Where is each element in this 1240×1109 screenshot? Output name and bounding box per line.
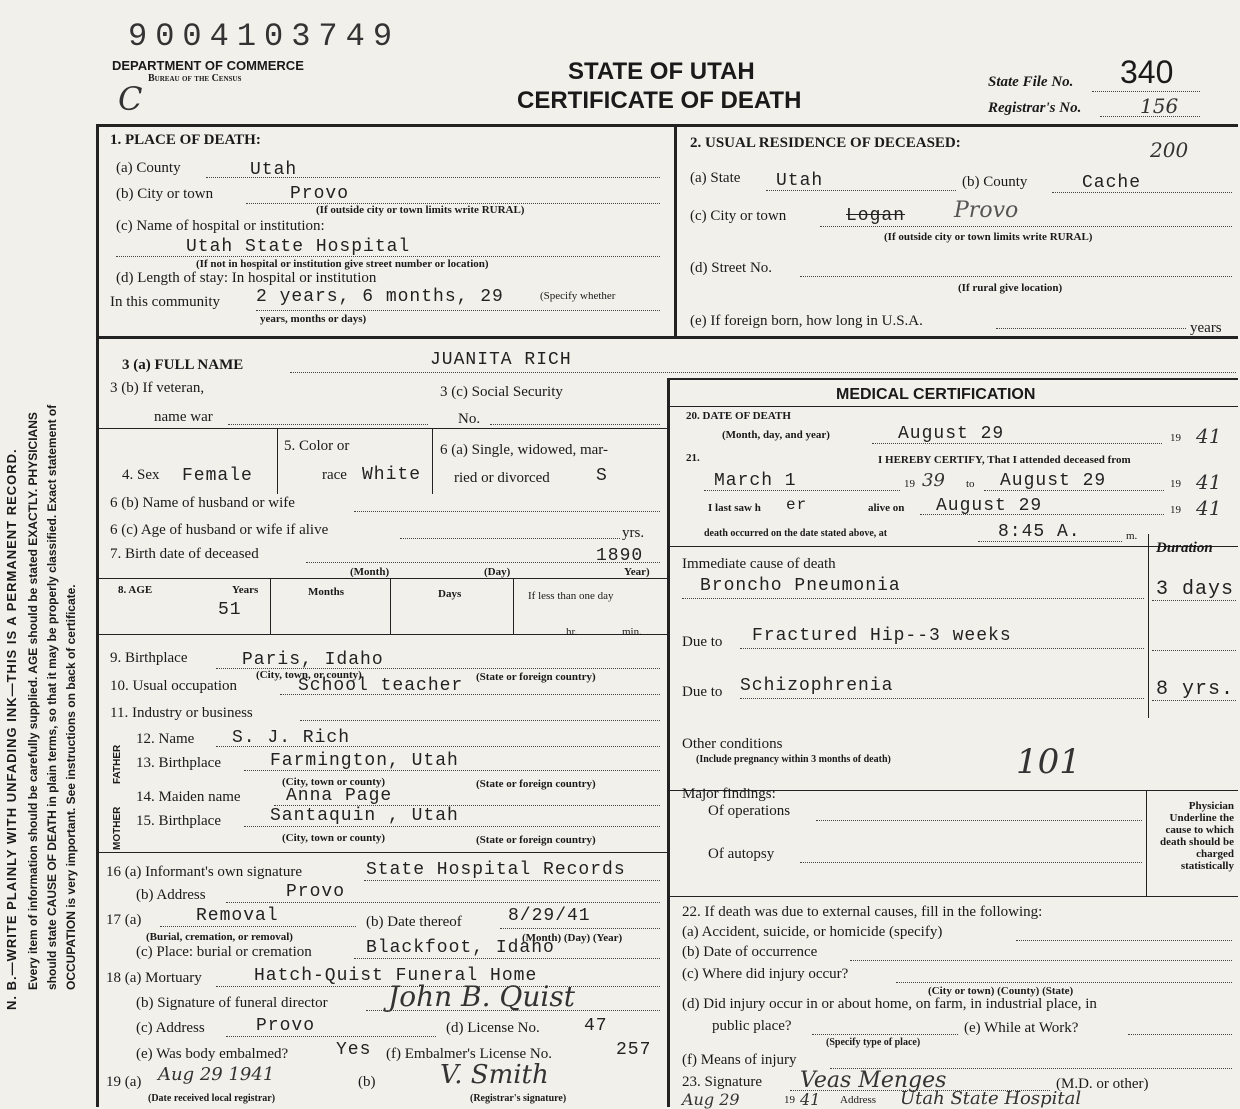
residence-code: 200 <box>1150 138 1189 162</box>
birth-date-label: 7. Birth date of deceased <box>110 546 259 562</box>
operations-label: Of operations <box>708 803 791 819</box>
physician-signature: Veas Menges <box>800 1068 947 1093</box>
registrar-label: Registrar's No. <box>988 100 1082 116</box>
date-of-death-label: 20. DATE OF DEATH <box>686 410 791 422</box>
handwritten-mark: C <box>118 80 143 118</box>
mortuary-value: Hatch-Quist Funeral Home <box>254 966 538 986</box>
public-place-label: public place? <box>712 1018 792 1034</box>
father-name-label: 12. Name <box>136 731 195 747</box>
city-value: Provo <box>290 184 350 204</box>
father-bp-value: Farmington, Utah <box>270 751 459 771</box>
city-note: (If outside city or town limits write RURAL) <box>316 204 525 216</box>
registrar-signature: V. Smith <box>440 1060 549 1090</box>
last-saw-her: er <box>786 496 808 514</box>
due-to-value-2: Schizophrenia <box>740 676 894 696</box>
residence-heading: 2. USUAL RESIDENCE OF DECEASED: <box>690 135 961 151</box>
last-year-prefix: 19 <box>1170 504 1181 516</box>
race-label: race <box>322 467 347 483</box>
time-value: 8:45 A. <box>998 522 1081 542</box>
age-value: 51 <box>218 600 242 620</box>
community-label: In this community <box>110 294 220 310</box>
sex-label: 4. Sex <box>122 467 160 483</box>
cause-code: 101 <box>1016 742 1081 782</box>
community-value: 2 years, 6 months, 29 <box>256 287 504 307</box>
age-label: 8. AGE <box>118 584 153 596</box>
res-city-value: Logan <box>846 206 906 226</box>
state-title: STATE OF UTAH <box>568 58 755 85</box>
res-state-label: (a) State <box>690 170 741 186</box>
mother-bp-value: Santaquin , Utah <box>270 806 459 826</box>
mother-bp-note-1: (City, town or county) <box>282 832 386 844</box>
due-to-duration-2: 8 yrs. <box>1156 678 1235 701</box>
immediate-value: Broncho Pneumonia <box>700 576 901 596</box>
sex-value: Female <box>182 466 253 486</box>
ss-no-label: No. <box>458 411 481 427</box>
means-of-injury-label: (f) Means of injury <box>682 1052 797 1068</box>
day-note: (Day) <box>484 566 511 578</box>
hospital-value: Utah State Hospital <box>186 237 411 257</box>
place-of-death-heading: 1. PLACE OF DEATH: <box>110 132 261 148</box>
city-label: (b) City or town <box>116 186 214 202</box>
signature-year: 41 <box>800 1090 821 1109</box>
specify-place-note: (Specify type of place) <box>826 1037 921 1048</box>
month-note: (Month) <box>350 566 390 578</box>
county-label: (a) County <box>116 160 181 176</box>
death-date-value: August 29 <box>898 424 1005 444</box>
hr-label: hr. <box>566 626 578 638</box>
mother-side-label: MOTHER <box>112 806 123 850</box>
physician-address: Utah State Hospital <box>900 1088 1082 1109</box>
embalmer-license-label: (f) Embalmer's License No. <box>386 1046 552 1062</box>
occupation-label: 10. Usual occupation <box>110 678 238 694</box>
other-conditions-note: (Include pregnancy within 3 months of death) <box>696 754 891 765</box>
last-saw-date: August 29 <box>936 496 1043 516</box>
director-signature: John B. Quist <box>388 980 575 1013</box>
immediate-label: Immediate cause of death <box>682 556 836 572</box>
name-war-label: name war <box>154 409 213 425</box>
color-label: 5. Color or <box>284 438 350 454</box>
min-label: min. <box>622 626 642 638</box>
signature-label: 23. Signature <box>682 1074 762 1090</box>
burial-date-label: (b) Date thereof <box>366 914 462 930</box>
ss-label: 3 (c) Social Security <box>440 384 563 400</box>
received-label: 19 (a) <box>106 1074 142 1090</box>
res-county-label: (b) County <box>962 174 1028 190</box>
mother-bp-label: 15. Birthplace <box>136 813 221 829</box>
attended-to: August 29 <box>1000 471 1107 491</box>
occurred-label: death occurred on the date stated above, at <box>704 528 888 539</box>
duration-label: Duration <box>1156 540 1213 556</box>
stay-label: (d) Length of stay: In hospital or institution <box>116 270 377 286</box>
registrar-b-label: (b) <box>358 1074 376 1090</box>
informant-addr-value: Provo <box>286 882 346 902</box>
license-value: 47 <box>584 1016 608 1036</box>
res-foreign-label: (e) If foreign born, how long in U.S.A. <box>690 313 923 329</box>
birthplace-value: Paris, Idaho <box>242 650 384 670</box>
county-value: Utah <box>250 160 298 180</box>
maiden-value: Anna Page <box>286 786 393 806</box>
res-years: years <box>1190 320 1222 336</box>
yrs-label: yrs. <box>622 525 645 541</box>
embalmed-value: Yes <box>336 1040 372 1060</box>
medical-heading: MEDICAL CERTIFICATION <box>836 386 1036 403</box>
serial-number: 9004103749 <box>128 18 401 55</box>
state-file-number: 340 <box>1120 54 1174 90</box>
accident-label: (a) Accident, suicide, or homicide (specify) <box>682 924 943 940</box>
where-label: (c) Where did injury occur? <box>682 966 849 982</box>
state-file-label: State File No. <box>988 74 1074 90</box>
mother-bp-note-2: (State or foreign country) <box>476 834 596 846</box>
res-county-value: Cache <box>1082 173 1142 193</box>
director-label: (b) Signature of funeral director <box>136 995 328 1011</box>
res-street-note: (If rural give location) <box>958 282 1063 294</box>
father-name-value: S. J. Rich <box>232 728 351 748</box>
received-note: (Date received local registrar) <box>148 1093 276 1104</box>
funeral-address-value: Provo <box>256 1016 316 1036</box>
occupation-value: School teacher <box>298 676 464 696</box>
burial-note: (Burial, cremation, or removal) <box>146 931 293 943</box>
physician-box: Physician Underline the cause to which death should be charged statistically <box>1160 800 1234 872</box>
hospital-note: (If not in hospital or institution give street number or location) <box>196 258 489 270</box>
other-conditions-label: Other conditions <box>682 736 783 752</box>
due-to-label-2: Due to <box>682 684 723 700</box>
due-to-label-1: Due to <box>682 634 723 650</box>
specify-note: (Specify whether <box>540 290 616 302</box>
occurrence-label: (b) Date of occurrence <box>682 944 818 960</box>
marital-label-2: ried or divorced <box>454 470 550 486</box>
registrar-sig-note: (Registrar's signature) <box>470 1093 567 1104</box>
marital-label: 6 (a) Single, widowed, mar- <box>440 442 608 458</box>
full-name-label: 3 (a) FULL NAME <box>122 357 244 373</box>
embalmed-label: (e) Was body embalmed? <box>136 1046 289 1062</box>
burial-date-note: (Month) (Day) (Year) <box>522 932 623 944</box>
attended-from-year: 39 <box>922 470 945 491</box>
bureau: Bureau of the Census <box>148 73 242 84</box>
received-date: Aug 29 1941 <box>158 1064 275 1085</box>
immediate-duration: 3 days <box>1156 578 1235 601</box>
bp-note-1: (City, town, or county) <box>256 669 362 681</box>
less-day-label: If less than one day <box>528 590 614 602</box>
from-year-prefix: 19 <box>904 478 915 490</box>
res-state-value: Utah <box>776 171 824 191</box>
informant-sig-value: State Hospital Records <box>366 860 626 880</box>
to-label: to <box>966 478 975 490</box>
industry-label: 11. Industry or business <box>110 705 253 721</box>
autopsy-label: Of autopsy <box>708 846 775 862</box>
res-city-label: (c) City or town <box>690 208 787 224</box>
m-label: m. <box>1126 530 1138 542</box>
burial-value: Removal <box>196 906 279 926</box>
death-year: 41 <box>1196 424 1222 448</box>
death-year-prefix: 19 <box>1170 432 1181 444</box>
funeral-address-label: (c) Address <box>136 1020 205 1036</box>
father-bp-label: 13. Birthplace <box>136 755 221 771</box>
registrar-number: 156 <box>1140 94 1179 118</box>
full-name-value: JUANITA RICH <box>430 350 572 370</box>
res-city-hand: Provo <box>954 198 1019 223</box>
to-year-prefix: 19 <box>1170 478 1181 490</box>
burial-place-label: (c) Place: burial or cremation <box>136 944 312 960</box>
certify-text: I HEREBY CERTIFY, That I attended deceased from <box>878 454 1131 466</box>
burial-date-value: 8/29/41 <box>508 906 591 926</box>
signature-date: Aug 29 <box>682 1090 740 1109</box>
injury-location-label: (d) Did injury occur in or about home, on farm, in industrial place, in <box>682 996 1097 1012</box>
mortuary-label: 18 (a) Mortuary <box>106 970 202 986</box>
father-bp-note-1: (City, town or county) <box>282 776 386 788</box>
where-note: (City or town) (County) (State) <box>928 985 1074 997</box>
marital-value: S <box>596 466 608 486</box>
res-city-note: (If outside city or town limits write RURAL) <box>884 231 1093 243</box>
years-label: Years <box>232 584 259 596</box>
specify-note-2: years, months or days) <box>260 313 367 325</box>
birthplace-label: 9. Birthplace <box>110 650 188 666</box>
physician-address-label: Address <box>840 1094 877 1106</box>
husband-label: 6 (b) Name of husband or wife <box>110 495 295 511</box>
last-saw-year: 41 <box>1196 496 1222 520</box>
attended-to-year: 41 <box>1196 470 1222 494</box>
side-note-4: OCCUPATION is very important. See instructions on back of certificate. <box>64 584 78 990</box>
year-note: Year) <box>624 566 650 578</box>
date-of-death-note: (Month, day, and year) <box>722 429 830 441</box>
last-saw-label: I last saw h <box>708 502 761 514</box>
attended-from: March 1 <box>714 471 797 491</box>
birth-year: 1890 <box>596 546 644 566</box>
father-bp-note-2: (State or foreign country) <box>476 778 596 790</box>
md-label: (M.D. or other) <box>1056 1076 1149 1092</box>
race-value: White <box>362 465 422 485</box>
side-note-2: Every item of information should be carefully supplied. AGE should be stated EXACTLY. PHYSICIANS <box>26 412 40 990</box>
license-label: (d) License No. <box>446 1020 540 1036</box>
side-note-1: N. B.—WRITE PLAINLY WITH UNFADING INK—THIS IS A PERMANENT RECORD. <box>4 448 19 1010</box>
certificate-title: CERTIFICATE OF DEATH <box>517 87 802 114</box>
informant-sig-label: 16 (a) Informant's own signature <box>106 864 302 880</box>
side-note-3: should state CAUSE OF DEATH in plain terms, so that it may be properly classified. Exact statement of <box>45 404 59 990</box>
while-at-work-label: (e) While at Work? <box>964 1020 1079 1036</box>
department: DEPARTMENT OF COMMERCE <box>112 58 304 73</box>
signature-year-prefix: 19 <box>784 1094 795 1106</box>
due-to-value-1: Fractured Hip--3 weeks <box>752 626 1012 646</box>
months-label: Months <box>308 586 345 598</box>
external-causes-label: 22. If death was due to external causes, fill in the following: <box>682 904 1043 920</box>
major-findings-label: Major findings: <box>682 786 776 802</box>
hospital-label: (c) Name of hospital or institution: <box>116 218 325 234</box>
maiden-label: 14. Maiden name <box>136 789 241 805</box>
certify-number: 21. <box>686 452 700 464</box>
res-street-label: (d) Street No. <box>690 260 773 276</box>
bp-note-2: (State or foreign country) <box>476 671 596 683</box>
embalmer-license-value: 257 <box>616 1040 652 1060</box>
father-side-label: FATHER <box>112 744 123 784</box>
alive-on-label: alive on <box>868 502 905 514</box>
informant-addr-label: (b) Address <box>136 887 206 903</box>
burial-place-value: Blackfoot, Idaho <box>366 938 555 958</box>
husband-age-label: 6 (c) Age of husband or wife if alive <box>110 522 329 538</box>
veteran-label: 3 (b) If veteran, <box>110 380 205 396</box>
days-label: Days <box>438 588 462 600</box>
burial-label: 17 (a) <box>106 912 142 928</box>
